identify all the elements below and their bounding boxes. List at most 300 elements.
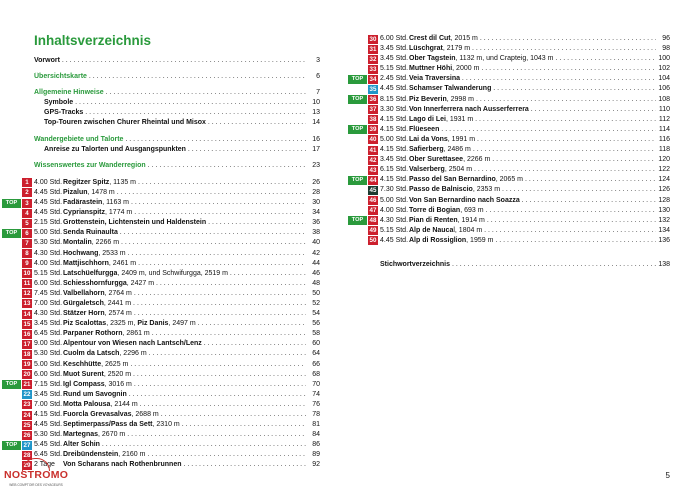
- tour-page: 132: [658, 216, 670, 224]
- tour-number-badge: 11: [23, 280, 31, 288]
- toc-left-column: [5, 56, 320, 471]
- tour-number-badge: 42: [369, 156, 377, 164]
- toc-entry-page: 13: [312, 109, 320, 117]
- tour-entry[interactable]: [369, 105, 670, 115]
- tour-page: 106: [658, 85, 670, 93]
- tour-duration: 8.15 Std.: [380, 95, 409, 103]
- tour-page: 76: [312, 400, 320, 408]
- section-list: [34, 56, 320, 171]
- tour-entry[interactable]: [369, 226, 670, 236]
- tour-duration: 3.45 Std.: [34, 390, 63, 398]
- tour-duration: 3.45 Std.: [380, 156, 409, 164]
- toc-entry-page: 3: [316, 57, 320, 64]
- tour-altitude: , 1132 m, und Crapteig, 1043 m: [455, 55, 554, 63]
- tour-name: Alp de Nauca: [409, 226, 454, 234]
- tour-entry[interactable]: [25, 178, 320, 188]
- tour-page: 108: [658, 95, 670, 103]
- tour-duration: 4.45 Std.: [34, 199, 63, 207]
- tour-entry[interactable]: [351, 125, 670, 135]
- tour-entry[interactable]: [23, 299, 320, 309]
- tour-duration: 3.45 Std.: [34, 320, 63, 328]
- tour-duration: 4.45 Std.: [34, 188, 63, 196]
- tour-entry[interactable]: [23, 390, 320, 400]
- tour-duration: 4.30 Std.: [34, 310, 63, 318]
- tour-duration: 4.45 Std.: [34, 209, 63, 217]
- tour-name: Alter Schin: [63, 441, 100, 449]
- tour-entry[interactable]: [369, 236, 670, 246]
- toc-entry[interactable]: [34, 135, 320, 145]
- tour-number-badge: 17: [23, 340, 31, 348]
- tour-duration: 7.15 Std.: [34, 380, 63, 388]
- tour-number-badge: 43: [369, 166, 377, 174]
- tour-page: 78: [312, 411, 320, 418]
- tour-entry[interactable]: [369, 145, 670, 155]
- tour-duration: 6.00 Std.: [34, 370, 63, 378]
- tour-altitude: , 2533 m: [98, 249, 126, 257]
- tour-number-badge: 12: [23, 290, 31, 298]
- tour-page: 126: [658, 186, 670, 194]
- tour-entry[interactable]: [369, 44, 670, 54]
- tour-number-badge: 35: [369, 85, 377, 93]
- tour-entry[interactable]: [23, 289, 320, 299]
- tour-name: Parpaner Rothorn: [63, 330, 123, 338]
- tour-number-badge: 45: [369, 186, 377, 194]
- toc-entry-label: Top-Touren zwischen Churer Rheintal und Misox: [44, 119, 206, 127]
- tour-entry[interactable]: [369, 165, 670, 175]
- tour-number-badge: 40: [369, 136, 377, 144]
- tour-number-badge: 47: [369, 207, 377, 215]
- top-tour-badge: TOP: [348, 125, 367, 134]
- tour-name: Alpentour von Wiesen nach Lantsch/Lenz: [63, 340, 202, 348]
- tour-altitude: , 2409 m, und Schwifurgga, 2519 m: [117, 269, 228, 277]
- tour-entry[interactable]: [25, 188, 320, 198]
- tour-duration: 3.45 Std.: [380, 55, 409, 63]
- tour-name: Passo de Balniscio: [409, 186, 473, 194]
- tour-altitude: , 2688 m: [131, 411, 159, 418]
- tour-page: 81: [312, 421, 320, 429]
- tour-name: Martegnas: [63, 431, 99, 439]
- tour-number-badge: 50: [369, 237, 377, 245]
- tour-name: Von Innerferrera nach Ausserferrera: [409, 105, 529, 113]
- tour-page: 42: [312, 249, 320, 257]
- tour-number-badge: 15: [23, 320, 31, 328]
- tour-number-badge: 27: [23, 441, 31, 449]
- tour-page: 114: [658, 125, 670, 133]
- tour-duration: 4.15 Std.: [34, 411, 63, 418]
- tour-page: 44: [312, 259, 320, 267]
- tour-name: Hochwang: [63, 249, 99, 257]
- tour-page: 52: [312, 299, 320, 307]
- tour-altitude: , 2179 m: [442, 45, 471, 53]
- tour-number-badge: 23: [23, 401, 31, 409]
- tour-name: Muot Surent: [63, 370, 104, 378]
- tour-page: 56: [312, 320, 320, 328]
- tour-altitude: , 2461 m: [108, 259, 137, 267]
- tour-altitude: , 2998 m: [446, 95, 474, 103]
- tour-entry[interactable]: [369, 206, 670, 216]
- tour-name: Piz Scalottas: [63, 320, 107, 328]
- tour-name: Igl Compass: [63, 380, 105, 388]
- tour-number-badge: 25: [23, 421, 31, 429]
- tour-entry[interactable]: [23, 430, 320, 440]
- tour-altitude: , 2486 m: [443, 146, 471, 154]
- tour-entry[interactable]: [23, 279, 320, 289]
- tour-name: Schamser Talwanderung: [409, 85, 492, 93]
- tour-number-badge: 26: [23, 431, 31, 439]
- tour-name: Grottenstein, Lichtenstein und Haldenstein: [63, 219, 207, 227]
- tour-duration: 4.00 Std.: [380, 206, 409, 214]
- toc-entry[interactable]: [34, 88, 320, 98]
- tour-name: Motta Palousa: [63, 400, 111, 408]
- tour-duration: 7.30 Std.: [380, 186, 409, 194]
- tour-altitude: , 2000 m: [452, 65, 480, 73]
- tour-duration: 4.15 Std.: [380, 176, 409, 184]
- toc-entry-index[interactable]: [380, 260, 670, 270]
- tour-altitude: , 2160 m: [118, 451, 146, 459]
- tour-name: Keschhütte: [63, 360, 102, 368]
- tour-number-badge: 38: [369, 116, 377, 124]
- top-tour-badge: TOP: [348, 176, 367, 185]
- index-page: 138: [658, 260, 670, 268]
- tour-name: Veia Traversina: [409, 75, 460, 83]
- tour-page: 64: [312, 350, 320, 358]
- tour-list-left: [5, 178, 320, 471]
- tour-entry[interactable]: [23, 329, 320, 339]
- toc-entry-page: 7: [316, 89, 320, 97]
- tour-page: 66: [312, 360, 320, 368]
- tour-number-badge: 1: [22, 178, 32, 187]
- tour-entry[interactable]: [369, 84, 670, 94]
- tour-entry[interactable]: [25, 238, 320, 248]
- toc-entry-label: Anreise zu Talorten und Ausgangspunkten: [44, 145, 186, 153]
- tour-duration: 2 Tage: [34, 461, 55, 469]
- tour-entry[interactable]: [23, 410, 320, 420]
- toc-entry-label: Wandergebiete und Talorte: [34, 135, 124, 143]
- tour-number-badge: 22: [23, 391, 31, 399]
- tour-altitude: , 2441 m: [103, 299, 132, 307]
- tour-name: Schiesshornfurgga: [63, 279, 127, 287]
- tour-page: 28: [312, 188, 320, 196]
- toc-entry-label: Wissenswertes zur Wanderregion: [34, 161, 146, 169]
- tour-number-badge: 10: [23, 270, 31, 278]
- tour-name: Torre di Bogian: [409, 206, 461, 214]
- tour-altitude: , 2427 m: [126, 279, 155, 287]
- tour-number-badge: 6: [22, 229, 32, 238]
- tour-altitude: , 2353 m: [472, 186, 501, 194]
- toc-entry[interactable]: [34, 98, 320, 108]
- tour-page: 134: [658, 226, 670, 234]
- tour-entry[interactable]: [351, 175, 670, 185]
- tour-entry[interactable]: [25, 249, 320, 259]
- tour-page: 74: [312, 390, 320, 398]
- toc-entry[interactable]: [34, 118, 320, 128]
- tour-name: Fuorcla Grevasalvas: [63, 411, 132, 418]
- tour-entry[interactable]: [25, 208, 320, 218]
- top-tour-badge: TOP: [348, 216, 367, 225]
- tour-number-badge: 14: [23, 310, 31, 318]
- tour-entry[interactable]: [351, 74, 670, 84]
- tour-duration: 4.15 Std.: [380, 125, 409, 133]
- tour-altitude: , 2520 m: [103, 370, 132, 378]
- toc-entry-label: Allgemeine Hinweise: [34, 89, 104, 97]
- tour-altitude-2: , 2497 m: [168, 320, 196, 328]
- tour-entry[interactable]: [351, 216, 670, 226]
- tour-page: 124: [658, 176, 670, 184]
- tour-page: 92: [312, 461, 320, 469]
- tour-page: 122: [658, 166, 670, 174]
- tour-entry[interactable]: [23, 460, 320, 470]
- tour-page: 54: [312, 310, 320, 318]
- tour-entry[interactable]: [369, 34, 670, 44]
- top-tour-badge: TOP: [2, 380, 21, 389]
- toc-right-column: [351, 34, 670, 270]
- tour-page: 30: [312, 199, 320, 207]
- tour-altitude: , 2325 m,: [106, 320, 138, 328]
- toc-entry[interactable]: [34, 145, 320, 155]
- tour-entry[interactable]: [23, 309, 320, 319]
- tour-entry[interactable]: [5, 228, 320, 238]
- tour-altitude: , 2574 m: [104, 310, 132, 318]
- tour-page: 36: [312, 219, 320, 227]
- tour-page: 58: [312, 330, 320, 338]
- tour-page: 60: [312, 340, 320, 348]
- tour-entry[interactable]: [23, 420, 320, 430]
- tour-altitude: , 2144 m: [110, 400, 138, 408]
- tour-name: Septimerpass/Pass da Sett: [63, 421, 153, 429]
- tour-altitude: , 1991 m: [447, 135, 476, 143]
- tour-number-badge: 32: [369, 55, 377, 63]
- tour-name: Pizalun: [63, 188, 88, 196]
- tour-entry[interactable]: [369, 185, 670, 195]
- tour-number-badge: 8: [22, 249, 32, 258]
- tour-name: Piz Beverin: [409, 95, 447, 103]
- tour-entry[interactable]: [25, 259, 320, 269]
- tour-name: Von San Bernardino nach Soazza: [409, 196, 520, 204]
- tour-altitude: , 1914 m: [457, 216, 485, 224]
- tour-number-badge: 46: [369, 197, 377, 204]
- tour-duration: 4.00 Std.: [34, 178, 63, 186]
- tour-page: 130: [658, 206, 670, 214]
- tour-name: Cuolm da Latsch: [63, 350, 120, 358]
- tour-duration: 6.00 Std.: [34, 279, 63, 287]
- toc-entry-page: 16: [312, 135, 320, 143]
- tour-entry[interactable]: [369, 196, 670, 206]
- tour-page: 46: [312, 269, 320, 277]
- tour-entry[interactable]: [23, 370, 320, 380]
- tour-entry[interactable]: [5, 440, 320, 450]
- tour-duration: 6.15 Std.: [380, 166, 409, 174]
- top-tour-badge: TOP: [348, 95, 367, 104]
- tour-page: 34: [312, 209, 320, 217]
- tour-number-badge: 30: [369, 35, 377, 43]
- tour-name: Lago di Lei: [409, 115, 446, 123]
- tour-altitude: l, 1804 m: [453, 226, 483, 234]
- toc-entry-page: 10: [312, 99, 320, 107]
- tour-entry[interactable]: [369, 135, 670, 145]
- tour-name: Lai da Vons: [409, 135, 448, 143]
- tour-altitude: , 1135 m: [109, 178, 137, 186]
- tour-name: Latschüelfurgga: [63, 269, 118, 277]
- tour-duration: 4.45 Std.: [380, 236, 409, 244]
- tour-duration: 4.15 Std.: [380, 146, 409, 154]
- tour-page: 128: [658, 196, 670, 204]
- tour-number-badge: 20: [23, 371, 31, 379]
- tour-name: Fadärastein: [63, 199, 103, 207]
- tour-entry[interactable]: [23, 400, 320, 410]
- tour-number-badge: 31: [369, 45, 377, 53]
- tour-number-badge: 3: [22, 199, 32, 208]
- tour-entry[interactable]: [369, 54, 670, 64]
- tour-number-badge: 5: [22, 219, 32, 228]
- tour-duration: 3.45 Std.: [380, 45, 409, 53]
- tour-number-badge: 19: [23, 361, 31, 369]
- tour-page: 38: [312, 229, 320, 237]
- tour-name: Safierberg: [409, 146, 444, 154]
- tour-duration: 4.30 Std.: [380, 216, 409, 224]
- tour-duration: 3.30 Std.: [380, 105, 409, 113]
- tour-name: Cyprianspitz: [63, 209, 106, 217]
- tour-duration: 5.00 Std.: [34, 229, 63, 237]
- tour-number-badge: 24: [23, 411, 31, 419]
- tour-page: 120: [658, 156, 670, 164]
- tour-duration: 6.45 Std.: [34, 451, 63, 459]
- tour-name: Ober Tagstein: [409, 55, 456, 63]
- tour-entry[interactable]: [5, 380, 320, 390]
- tour-duration: 5.15 Std.: [34, 269, 63, 277]
- tour-entry[interactable]: [369, 64, 670, 74]
- toc-entry-page: 14: [312, 119, 320, 127]
- tour-page: 26: [312, 178, 320, 186]
- tour-number-badge: 13: [23, 300, 31, 308]
- tour-altitude: , 2015 m: [450, 35, 478, 42]
- tour-page: 89: [312, 451, 320, 459]
- tour-number-badge: 37: [369, 106, 377, 114]
- toc-entry[interactable]: [34, 56, 320, 66]
- tour-name: Crest dil Cut: [409, 35, 451, 42]
- tour-page: 104: [658, 75, 670, 83]
- page-title: Inhaltsverzeichnis: [34, 33, 152, 48]
- index-label: Stichwortverzeichnis: [380, 260, 451, 268]
- tour-name: Regitzer Spitz: [63, 178, 110, 186]
- tour-number-badge: 44: [369, 176, 377, 184]
- tour-name: Lüschgrat: [409, 45, 443, 53]
- tour-duration: 6.45 Std.: [34, 330, 63, 338]
- tour-page: 48: [312, 279, 320, 287]
- tour-entry[interactable]: [23, 269, 320, 279]
- tour-duration: 4.45 Std.: [380, 85, 409, 93]
- tour-list-right: [351, 34, 670, 246]
- tour-duration: 5.00 Std.: [380, 135, 409, 143]
- tour-entry[interactable]: [23, 450, 320, 460]
- tour-page: 96: [662, 35, 670, 42]
- tour-page: 116: [658, 135, 670, 143]
- tour-page: 136: [658, 236, 670, 244]
- tour-entry[interactable]: [23, 319, 320, 329]
- tour-entry[interactable]: [23, 349, 320, 359]
- tour-duration: 7.45 Std.: [34, 289, 63, 297]
- tour-duration: 5.30 Std.: [34, 350, 63, 358]
- tour-page: 86: [312, 441, 320, 449]
- tour-number-badge: 34: [369, 75, 377, 83]
- tour-number-badge: 28: [23, 451, 31, 459]
- tour-name: Mattjischhorn: [63, 259, 109, 267]
- tour-name: Rund um Savognin: [63, 390, 127, 398]
- toc-entry-label: GPS-Tracks: [44, 109, 84, 117]
- toc-entry-page: 17: [312, 145, 320, 153]
- tour-number-badge: 29: [23, 461, 31, 469]
- top-tour-badge: TOP: [348, 75, 367, 84]
- tour-entry[interactable]: [369, 115, 670, 125]
- tour-name: Alp di Rossiglion: [409, 236, 467, 244]
- tour-altitude: , 2296 m: [119, 350, 147, 358]
- page-number: 5: [665, 471, 670, 480]
- logo-tagline: WEB COMPTOIR DES VOYAGEURS: [9, 483, 63, 487]
- tour-name: Stätzer Horn: [63, 310, 105, 318]
- tour-name: Pian di Renten: [409, 216, 458, 224]
- tour-entry[interactable]: [5, 198, 320, 208]
- tour-number-badge: 21: [23, 381, 31, 389]
- toc-entry-page: 6: [316, 73, 320, 81]
- logo-word: NOSTROMO: [4, 469, 69, 481]
- tour-name-2: Piz Danis: [137, 320, 169, 328]
- tour-page: 70: [312, 380, 320, 388]
- tour-page: 84: [312, 431, 320, 439]
- tour-page: 110: [658, 105, 670, 113]
- tour-duration: 4.45 Std.: [34, 421, 63, 429]
- tour-entry[interactable]: [25, 218, 320, 228]
- tour-duration: 9.00 Std.: [34, 340, 63, 348]
- tour-name: Flüeseen: [409, 125, 440, 133]
- tour-number-badge: 41: [369, 146, 377, 154]
- tour-page: 50: [312, 289, 320, 297]
- tour-page: 100: [658, 55, 670, 63]
- tour-page: 40: [312, 239, 320, 247]
- tour-number-badge: 33: [369, 65, 377, 73]
- tour-number-badge: 49: [369, 227, 377, 235]
- tour-duration: 5.15 Std.: [380, 226, 409, 234]
- tour-entry[interactable]: [23, 360, 320, 370]
- top-tour-badge: TOP: [2, 199, 21, 208]
- top-tour-badge: TOP: [2, 229, 21, 238]
- tour-page: 102: [658, 65, 670, 73]
- tour-entry[interactable]: [369, 155, 670, 165]
- toc-entry[interactable]: [34, 108, 320, 118]
- tour-altitude: , 2504 m: [444, 166, 473, 174]
- tour-duration: 5.00 Std.: [34, 360, 63, 368]
- tour-duration: 4.15 Std.: [380, 115, 409, 123]
- tour-entry[interactable]: [23, 339, 320, 349]
- tour-duration: 7.00 Std.: [34, 400, 63, 408]
- tour-altitude: , 2625 m: [101, 360, 129, 368]
- tour-duration: 7.00 Std.: [34, 299, 63, 307]
- tour-name: Gürgaletsch: [63, 299, 104, 307]
- tour-entry[interactable]: [351, 95, 670, 105]
- toc-entry[interactable]: [34, 161, 320, 171]
- tour-altitude: , 2266 m: [91, 239, 120, 247]
- tour-altitude: , 2764 m: [104, 289, 132, 297]
- toc-entry[interactable]: [34, 72, 320, 82]
- toc-entry-label: Übersichtskarte: [34, 73, 87, 81]
- tour-number-badge: 9: [22, 259, 32, 268]
- tour-number-badge: 16: [23, 330, 31, 338]
- tour-altitude: , 693 m: [460, 206, 484, 214]
- tour-number-badge: 4: [22, 209, 32, 218]
- tour-duration: 5.30 Std.: [34, 431, 63, 439]
- tour-duration: 4.00 Std.: [34, 259, 63, 267]
- tour-name: Muttner Höhi: [409, 65, 453, 73]
- tour-name: Montalin: [63, 239, 92, 247]
- tour-altitude: , 1931 m: [445, 115, 474, 123]
